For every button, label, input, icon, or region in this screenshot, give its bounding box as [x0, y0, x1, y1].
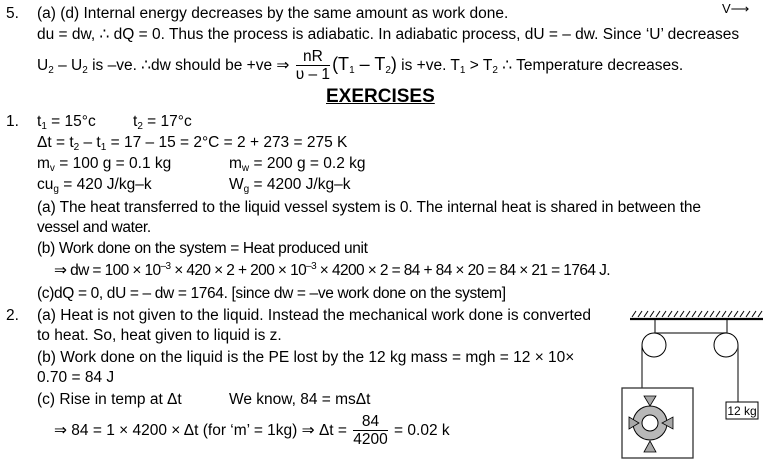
text: = 0.02 k: [389, 422, 450, 439]
denominator: υ – 1: [295, 66, 331, 84]
text: is –ve. ∴dw should be +ve ⇒: [87, 57, 294, 74]
ex1-part-b-line-2: [54, 262, 610, 280]
q5-line-3: [37, 46, 683, 84]
ex1-delta-t: [37, 134, 347, 152]
ex2-part-c-line-1a: (c) Rise in temp at Δt: [37, 391, 182, 408]
subscript: 1: [41, 121, 47, 132]
text: = 420 J/kg–k: [58, 176, 152, 193]
fraction-nr-over-gamma: [296, 48, 330, 83]
text: = 17 – 15 = 2°C = 2 + 273 = 275 K: [106, 134, 348, 151]
ex1-part-c: (c)dQ = 0, dU = – dw = 1764. [since dw = –ve work done on the system]: [37, 285, 506, 302]
text: × 4200 × 2 = 84 + 84 × 20 = 84 × 21 = 1764 J.: [316, 262, 610, 279]
text: > T: [465, 57, 493, 74]
text: – t: [79, 134, 101, 151]
fraction-84-over-4200: [353, 413, 387, 448]
text: = 100 g = 0.1 kg: [54, 155, 172, 172]
subscript: 2: [82, 65, 88, 76]
ex2-part-a-line-2: to heat. So, heat given to liquid is z.: [37, 327, 282, 344]
ex1-mw: [229, 155, 366, 173]
ex1-part-b-line-1: (b) Work done on the system = Heat produced unit: [37, 240, 368, 257]
ex1-part-a-line-1: (a) The heat transferred to the liquid vessel system is 0. The internal heat is shared in between the: [37, 199, 701, 216]
subscript: 2: [492, 65, 498, 76]
v-arrow-label: V⟶: [722, 1, 750, 16]
q5-number: 5.: [6, 5, 19, 22]
text: = 15°c: [46, 113, 96, 130]
ex1-part-a-line-2: vessel and water.: [37, 219, 151, 236]
text: m: [37, 155, 50, 172]
ex2-part-b-line-1: (b) Work done on the liquid is the PE lost by the 12 kg mass = mgh = 12 × 10×: [37, 349, 575, 366]
text: U: [37, 57, 49, 74]
ex1-mv: [37, 155, 171, 173]
exercises-heading: EXERCISES: [326, 86, 435, 107]
text: = 200 g = 0.2 kg: [249, 155, 366, 172]
subscript: 1: [349, 65, 355, 76]
subscript: g: [53, 184, 59, 195]
q5-line-2: du = dw, ∴ dQ = 0. Thus the process is adiabatic. In adiabatic process, dU = – dw. Since ‘U’ decreases: [37, 26, 740, 43]
joule-apparatus-diagram: [620, 305, 777, 465]
subscript: w: [241, 163, 250, 174]
text: m: [229, 155, 242, 172]
ex2-part-c-line-2: [54, 413, 450, 449]
text: × 420 × 2 + 200 × 10: [170, 262, 307, 279]
subscript: v: [49, 163, 55, 174]
pulley-left-icon: [642, 333, 666, 357]
text: Δt = t: [37, 134, 74, 151]
ceiling-hatch-icon: [630, 311, 763, 319]
subscript: g: [243, 184, 250, 195]
pulley-diagram-svg: [620, 305, 777, 460]
ex2-part-c-line-1b: We know, 84 = msΔt: [229, 391, 371, 408]
subscript: 2: [48, 65, 54, 76]
ex1-t1: [37, 113, 96, 131]
text: t: [133, 113, 138, 130]
text: t: [37, 113, 42, 130]
text: ⇒ 84 = 1 × 4200 × Δt (for ‘m’ = 1kg) ⇒ Δt =: [54, 422, 352, 439]
text: ): [390, 54, 397, 74]
text: – U: [53, 57, 83, 74]
denominator: 4200: [353, 431, 388, 449]
text: cu: [37, 176, 54, 193]
ex1-cu: [37, 176, 152, 194]
text: = 4200 J/kg–k: [249, 176, 351, 193]
exponent: –3: [160, 261, 171, 272]
text: ∴ Temperature decreases.: [497, 57, 684, 74]
numerator: nR: [296, 48, 330, 66]
text: – T: [354, 54, 386, 74]
subscript: 1: [459, 65, 466, 76]
text: (T: [332, 54, 350, 74]
numerator: 84: [353, 413, 387, 431]
mass-label: 12 kg: [727, 404, 757, 418]
exponent: –3: [306, 261, 317, 272]
text: is +ve. T: [396, 57, 460, 74]
subscript: 2: [385, 65, 391, 76]
subscript: 2: [73, 142, 80, 153]
ex2-part-b-line-2: 0.70 = 84 J: [37, 369, 115, 386]
ex1-number: 1.: [6, 113, 19, 130]
text: = 17°c: [142, 113, 192, 130]
text: ⇒ dw = 100 × 10: [54, 262, 161, 279]
ex2-part-a-line-1: (a) Heat is not given to the liquid. Instead the mechanical work done is converted: [37, 307, 592, 324]
pulley-right-icon: [714, 333, 738, 357]
q5-line-1: (a) (d) Internal energy decreases by the same amount as work done.: [37, 5, 509, 22]
ex1-wg: [229, 176, 350, 194]
ex2-number: 2.: [6, 307, 19, 324]
subscript: 2: [137, 121, 143, 132]
text: W: [229, 176, 244, 193]
ex1-t2: [133, 113, 192, 131]
subscript: 1: [100, 142, 107, 153]
